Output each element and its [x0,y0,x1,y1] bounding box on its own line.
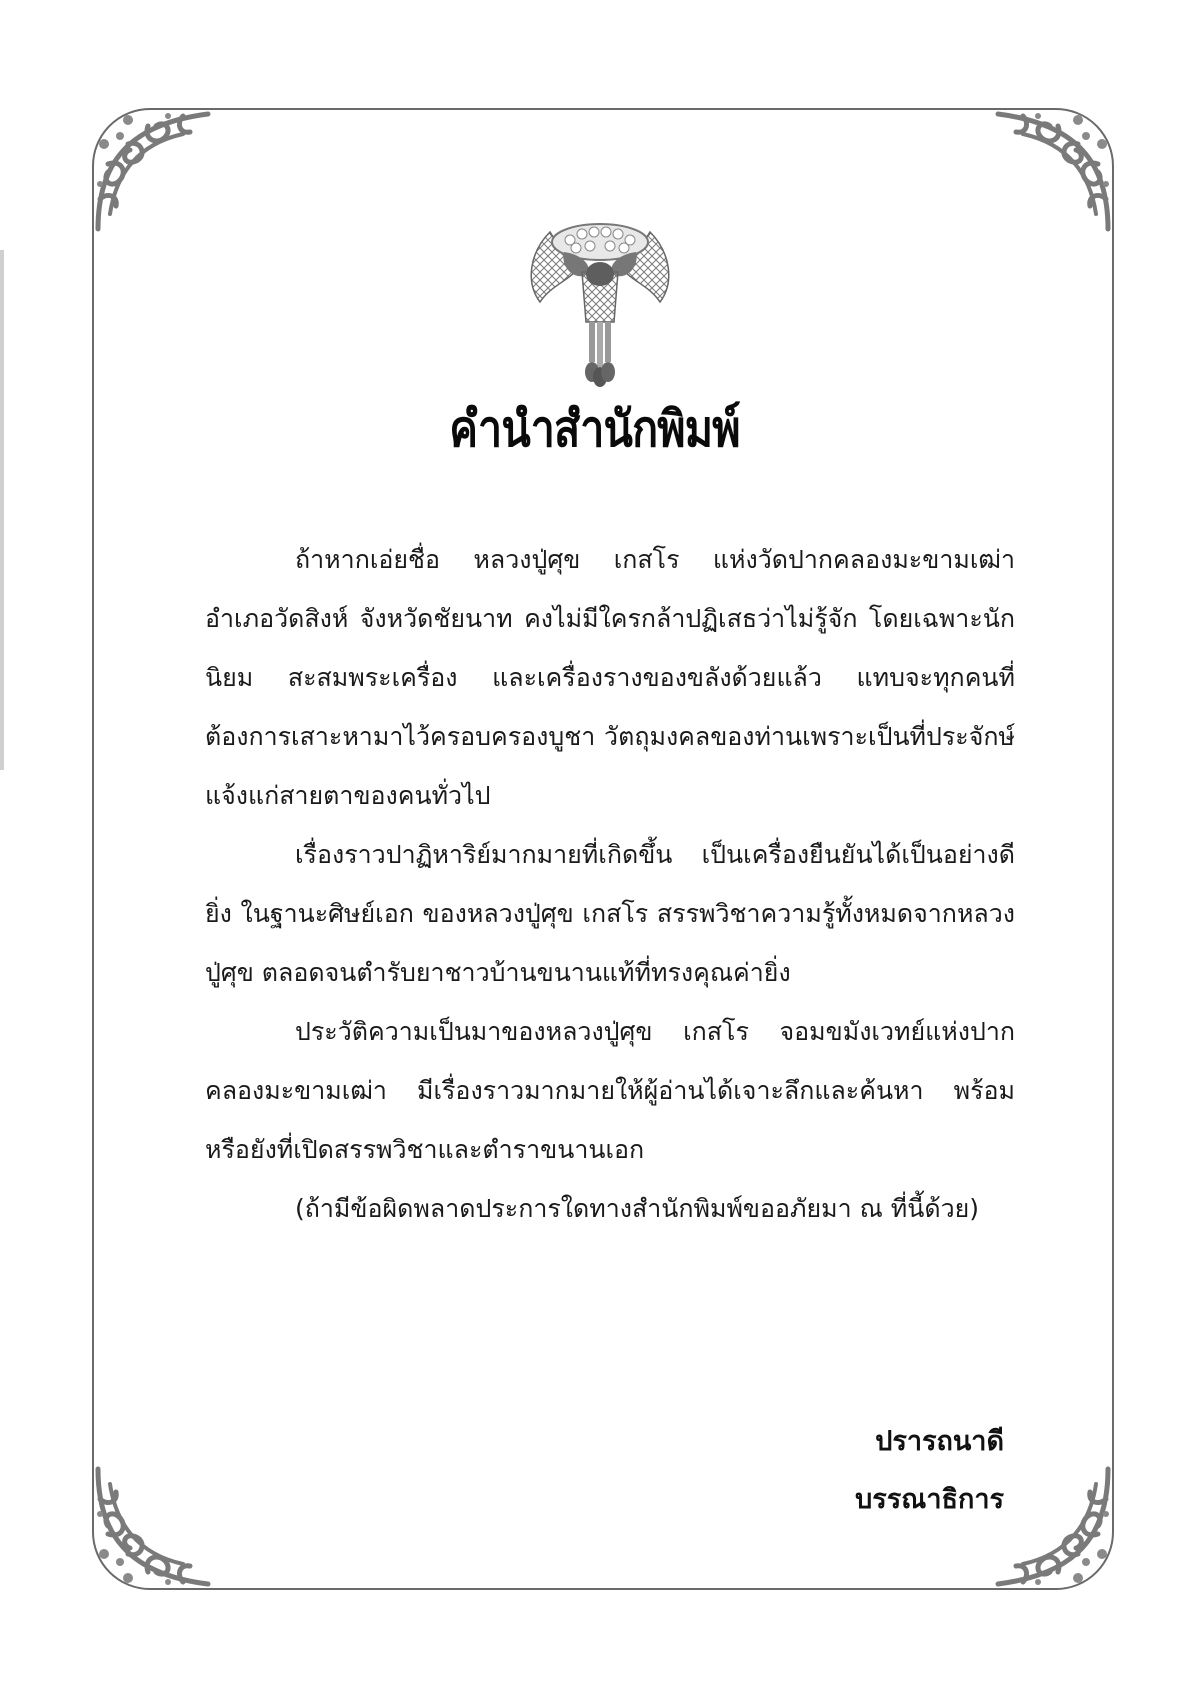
thai-floral-corner-icon [88,1464,218,1594]
paragraph: ประวัติความเป็นมาของหลวงปู่ศุข เกสโร จอมขมังเวทย์แห่งปากคลองมะขามเฒ่า มีเรื่องราวมากมายให้ผู้อ่านได้เจาะลึกและค้นหา พร้อมหรือยังที่เปิดสรรพวิชาและตำราขนานเอก [205,1017,1015,1164]
jasmine-garland-icon [520,212,680,392]
thai-floral-corner-icon [988,1464,1118,1594]
body-text [205,530,1015,1238]
page-edge-bar [0,250,4,770]
thai-floral-corner-icon [988,104,1118,234]
signature-text: บรรณาธิการ [855,1484,1004,1515]
paragraph: ถ้าหากเอ่ยชื่อ หลวงปู่ศุข เกสโร แห่งวัดปากคลองมะขามเฒ่า อำเภอวัดสิงห์ จังหวัดชัยนาท คงไม่มีใครกล้าปฏิเสธว่าไม่รู้จัก โดยเฉพาะนักนิยม สะสมพระเครื่อง และเครื่องรางของขลังด้วยแล้ว แทบจะทุกคนที่ต้องการเสาะหามาไว้ครอบครองบูชา วัตถุมงคลของท่านเพราะเป็นที่ประจักษ์แจ้งแก่สายตาของคนทั่วไป [205,545,1015,810]
page-title: คำนำสำนักพิมพ์ [449,400,740,458]
thai-floral-corner-icon [88,104,218,234]
paragraph: (ถ้ามีข้อผิดพลาดประการใดทางสำนักพิมพ์ขออภัยมา ณ ที่นี้ด้วย) [295,1194,980,1223]
closing-text: ปรารถนาดี [875,1426,1004,1457]
paragraph: เรื่องราวปาฏิหาริย์มากมายที่เกิดขึ้น เป็นเครื่องยืนยันได้เป็นอย่างดียิ่ง ในฐานะศิษย์เอก ของหลวงปู่ศุข เกสโร สรรพวิชาความรู้ทั้งหมดจากหลวงปู่ศุข ตลอดจนตำรับยาชาวบ้านขนานแท้ที่ทรงคุณค่ายิ่ง [205,840,1015,987]
